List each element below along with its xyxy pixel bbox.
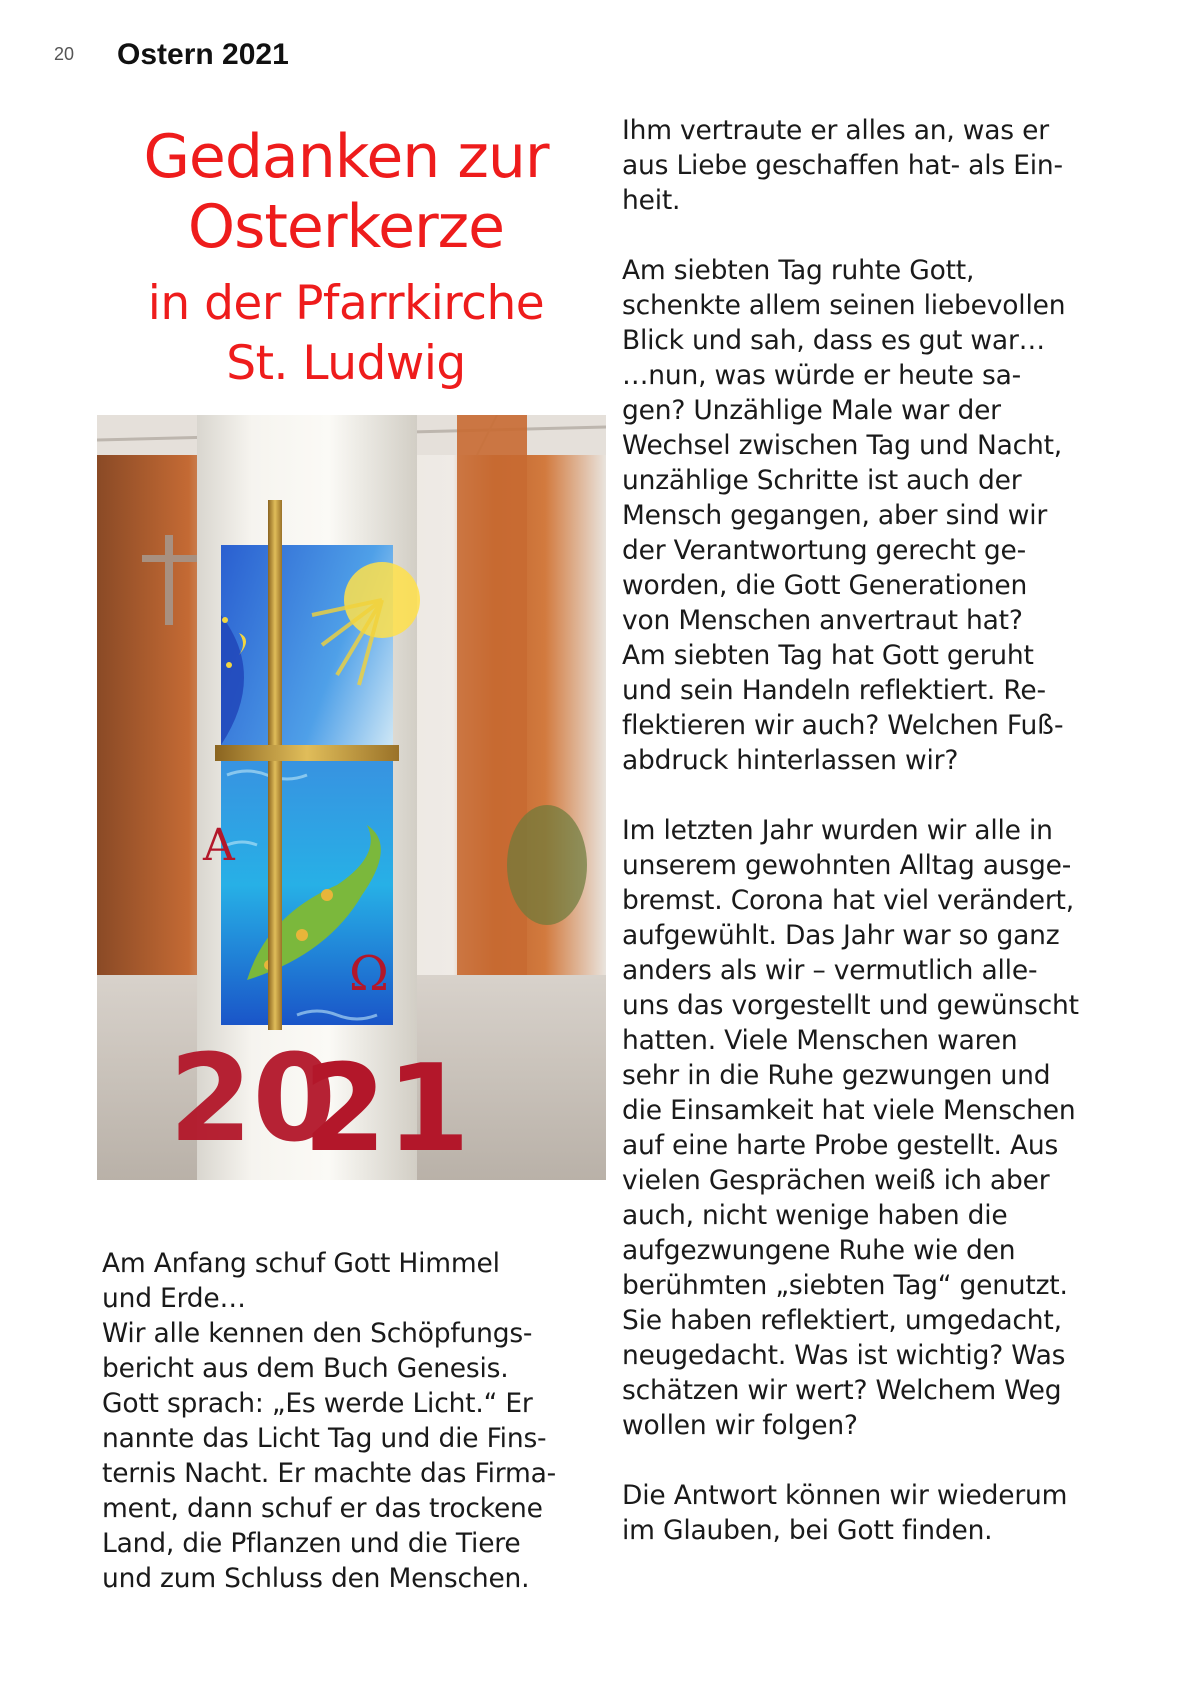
article-title bbox=[96, 122, 596, 394]
alpha-symbol: A bbox=[203, 820, 235, 871]
text-line: auf eine harte Probe gestellt. Aus bbox=[622, 1130, 1059, 1161]
text-line: ternis Nacht. Er machte das Firma- bbox=[102, 1458, 556, 1489]
text-line: gen? Unzählige Male war der bbox=[622, 395, 1001, 426]
text-line: Am siebten Tag hat Gott geruht bbox=[622, 640, 1034, 671]
text-line: bremst. Corona hat viel verändert, bbox=[622, 885, 1074, 916]
text-line: flektieren wir auch? Welchen Fuß- bbox=[622, 710, 1064, 741]
right-column-text bbox=[622, 113, 1102, 1548]
text-line: Die Antwort können wir wiederum bbox=[622, 1480, 1068, 1511]
running-title: Ostern 2021 bbox=[117, 38, 289, 71]
paragraph bbox=[102, 1246, 602, 1596]
text-line: schenkte allem seinen liebevollen bbox=[622, 290, 1066, 321]
text-line: Sie haben reflektiert, umgedacht, bbox=[622, 1305, 1062, 1336]
text-line: der Verantwortung gerecht ge- bbox=[622, 535, 1026, 566]
text-line: neugedacht. Was ist wichtig? Was bbox=[622, 1340, 1066, 1371]
text-line: und zum Schluss den Menschen. bbox=[102, 1563, 530, 1594]
text-line: sehr in die Ruhe gezwungen und bbox=[622, 1060, 1051, 1091]
text-line: Gott sprach: „Es werde Licht.“ Er bbox=[102, 1388, 533, 1419]
text-line: Blick und sah, dass es gut war… bbox=[622, 325, 1045, 356]
text-line: Wechsel zwischen Tag und Nacht, bbox=[622, 430, 1063, 461]
text-line: im Glauben, bei Gott finden. bbox=[622, 1515, 993, 1546]
paragraph bbox=[622, 253, 1102, 778]
text-line: …nun, was würde er heute sa- bbox=[622, 360, 1021, 391]
text-line: aufgewühlt. Das Jahr war so ganz bbox=[622, 920, 1060, 951]
subtitle-line: St. Ludwig bbox=[226, 336, 466, 391]
paragraph bbox=[622, 813, 1102, 1443]
text-line: Im letzten Jahr wurden wir alle in bbox=[622, 815, 1053, 846]
text-line: von Menschen anvertraut hat? bbox=[622, 605, 1023, 636]
title-line: Gedanken zur bbox=[143, 122, 549, 192]
text-line: abdruck hinterlassen wir? bbox=[622, 745, 959, 776]
text-line: Land, die Pflanzen und die Tiere bbox=[102, 1528, 521, 1559]
text-line: und Erde… bbox=[102, 1283, 246, 1314]
text-line: worden, die Gott Generationen bbox=[622, 570, 1028, 601]
easter-candle-photo bbox=[97, 415, 606, 1180]
text-line: wollen wir folgen? bbox=[622, 1410, 858, 1441]
text-line: schätzen wir wert? Welchem Weg bbox=[622, 1375, 1062, 1406]
text-line: berühmten „siebten Tag“ genutzt. bbox=[622, 1270, 1068, 1301]
year-numeral-left: 20 bbox=[169, 1030, 336, 1169]
page-number: 20 bbox=[54, 44, 75, 64]
text-line: nannte das Licht Tag und die Fins- bbox=[102, 1423, 547, 1454]
text-line: Mensch gegangen, aber sind wir bbox=[622, 500, 1048, 531]
text-line: hatten. Viele Menschen waren bbox=[622, 1025, 1018, 1056]
text-line: anders als wir – vermutlich alle- bbox=[622, 955, 1038, 986]
text-line: Am siebten Tag ruhte Gott, bbox=[622, 255, 975, 286]
left-column-text bbox=[102, 1246, 602, 1596]
text-line: ment, dann schuf er das trockene bbox=[102, 1493, 543, 1524]
text-line: heit. bbox=[622, 185, 681, 216]
text-line: unzählige Schritte ist auch der bbox=[622, 465, 1022, 496]
text-line: unserem gewohnten Alltag ausge- bbox=[622, 850, 1072, 881]
text-line: Ihm vertraute er alles an, was er bbox=[622, 115, 1049, 146]
text-line: Am Anfang schuf Gott Himmel bbox=[102, 1248, 500, 1279]
year-numeral-right: 21 bbox=[303, 1040, 470, 1179]
paragraph bbox=[622, 1478, 1102, 1548]
text-line: auch, nicht wenige haben die bbox=[622, 1200, 1008, 1231]
text-line: die Einsamkeit hat viele Menschen bbox=[622, 1095, 1076, 1126]
omega-symbol: Ω bbox=[349, 946, 389, 1002]
subtitle-line: in der Pfarrkirche bbox=[147, 276, 545, 331]
text-line: uns das vorgestellt und gewünscht bbox=[622, 990, 1079, 1021]
text-line: aus Liebe geschaffen hat- als Ein- bbox=[622, 150, 1063, 181]
text-line: aufgezwungene Ruhe wie den bbox=[622, 1235, 1016, 1266]
title-line: Osterkerze bbox=[187, 192, 505, 262]
text-line: vielen Gesprächen weiß ich aber bbox=[622, 1165, 1050, 1196]
text-line: bericht aus dem Buch Genesis. bbox=[102, 1353, 509, 1384]
paragraph bbox=[622, 113, 1102, 218]
text-line: Wir alle kennen den Schöpfungs- bbox=[102, 1318, 533, 1349]
text-line: und sein Handeln reflektiert. Re- bbox=[622, 675, 1046, 706]
